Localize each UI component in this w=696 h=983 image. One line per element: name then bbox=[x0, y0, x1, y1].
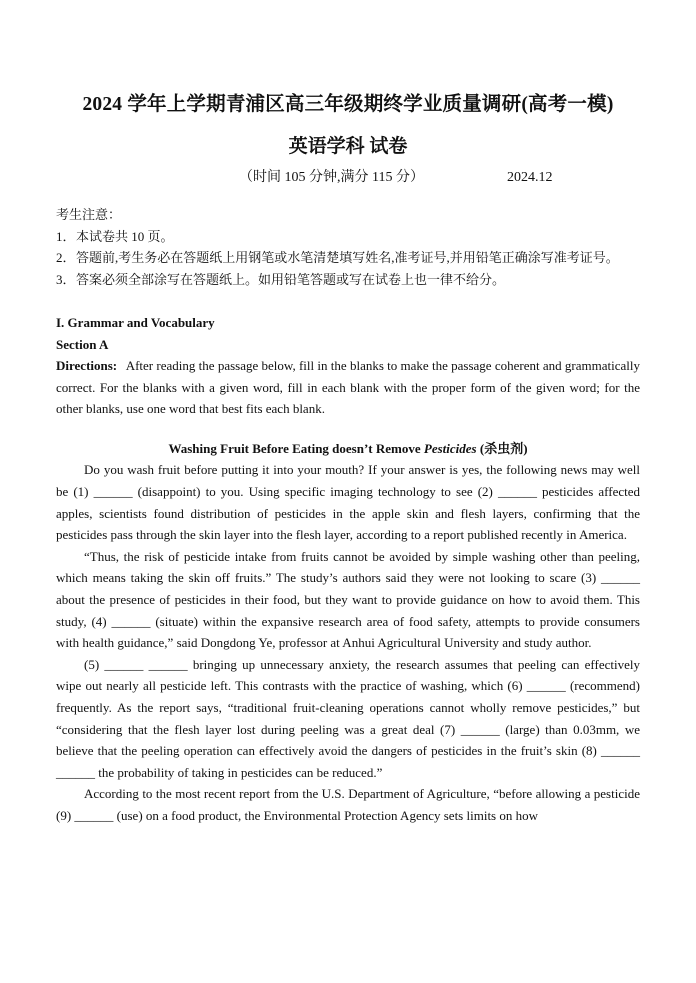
notice-item-number: 2． bbox=[56, 250, 76, 265]
exam-time-info: （时间 105 分钟,满分 115 分） bbox=[239, 170, 424, 185]
exam-info-line bbox=[56, 168, 640, 188]
directions-text: After reading the passage below, fill in the blanks to make the passage coherent and grammatically correct. For the blanks with a given word, fill in each blank with the proper form of the given word; for the other blanks, use one word that best fits each blank. bbox=[56, 358, 640, 417]
notice-item bbox=[56, 269, 640, 291]
directions bbox=[56, 355, 640, 420]
notice-item-number: 1． bbox=[56, 228, 76, 244]
passage-title-italic: Pesticides bbox=[423, 440, 477, 456]
directions-label: Directions: bbox=[56, 358, 118, 373]
exam-subject-title: 英语学科 试卷 bbox=[288, 136, 408, 157]
part-title: I. Grammar and Vocabulary bbox=[56, 315, 215, 330]
notice-item-text: 本试卷共 10 页。 bbox=[76, 228, 174, 244]
passage-paragraph: According to the most recent report from the U.S. Department of Agriculture, “before allowing a pesticide (9) ______ (use) on a food product, the Environmental Protection Agency sets limits on how bbox=[56, 786, 640, 823]
passage-title-gloss: (杀虫剂) bbox=[476, 440, 528, 456]
exam-title: 2024 学年上学期青浦区高三年级期终学业质量调研(高考一模) bbox=[82, 94, 614, 115]
passage-paragraph: Do you wash fruit before putting it into your mouth? If your answer is yes, the following news may well be (1) ______ (disappoint) to you. Using specific imaging technology to see (2) ______ pesticides affected apples, scientists found distribution of pesticides in the apple skin and flesh layers, confirming that the pesticides pass through the skin layer into the flesh layer, according to a report published recently in America. bbox=[56, 462, 640, 543]
passage-title bbox=[56, 438, 640, 460]
notice-item-text: 答案必须全部涂写在答题纸上。如用铅笔答题或写在试卷上也一律不给分。 bbox=[76, 271, 506, 287]
grammar-vocabulary-section bbox=[56, 312, 640, 826]
passage-paragraph: “Thus, the risk of pesticide intake from fruits cannot be avoided by simple washing other than peeling, which means taking the skin off fruits.” The study’s authors said they were not looking to scare (3) ______ about the presence of pesticides in their food, but they want to provide guidance on how to avoid them. This study, (4) ______ (situate) within the expansive research area of food safety, attempts to provide consumers with health guidance,” said Dongdong Ye, professor at Anhui Agricultural University and study author. bbox=[56, 548, 640, 651]
notice-item-number: 3． bbox=[56, 271, 76, 287]
passage-paragraph: (5) ______ ______ bringing up unnecessary anxiety, the research assumes that peeling can effectively wipe out nearly all pesticide left. This contrasts with the practice of washing, which (6) ______ (recommend) frequently. As the report says, “traditional fruit-cleaning operations cannot wholly remove pesticides,” but “considering that the flesh layer lost during peeling was a great deal (7) ______ (large) than 0.03mm, we believe that the peeling operation can effectively avoid the dangers of pesticides in the fruit’s skin (8) ______ ______ the probability of taking in pesticides can be reduced.” bbox=[56, 656, 640, 780]
notice-item-text: 答题前,考生务必在答题纸上用钢笔或水笔清楚填写姓名,准考证号,并用铅笔正确涂写准考证号。 bbox=[76, 250, 619, 265]
notice-item bbox=[56, 247, 640, 269]
notice-title: 考生注意： bbox=[56, 207, 122, 222]
passage-title-main: Washing Fruit Before Eating doesn’t Remove bbox=[168, 440, 424, 456]
section-title: Section A bbox=[56, 336, 109, 352]
candidate-notice bbox=[56, 204, 640, 290]
exam-date: 2024.12 bbox=[507, 170, 553, 185]
notice-item bbox=[56, 226, 640, 248]
